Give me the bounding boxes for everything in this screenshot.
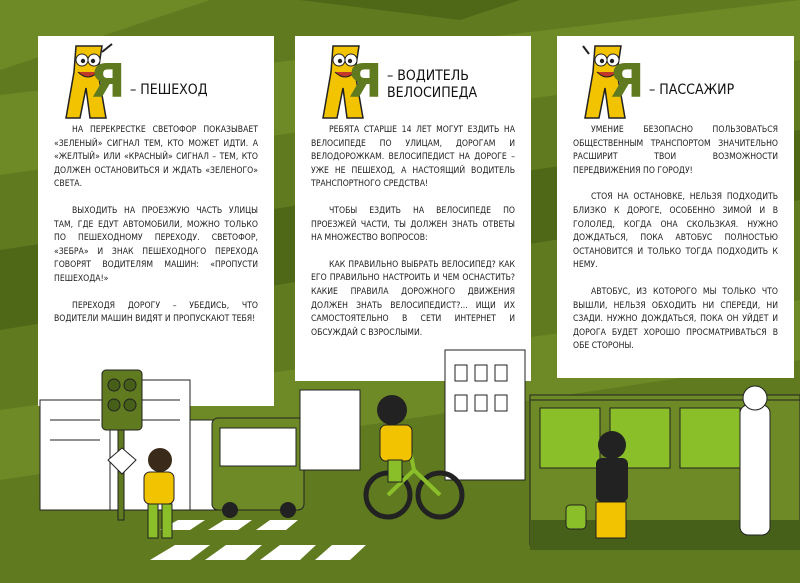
panel-header xyxy=(54,36,258,124)
panel-text xyxy=(573,124,778,354)
panel-passenger xyxy=(557,36,794,378)
panel-header xyxy=(573,36,778,124)
panel-title: – ПЕШЕХОД xyxy=(130,82,208,98)
panel-cyclist xyxy=(295,36,531,381)
paragraph: РЕБЯТА СТАРШЕ 14 ЛЕТ МОГУТ ЕЗДИТЬ НА ВЕЛОСИПЕДЕ ПО УЛИЦАМ, ДОРОГАМ И ВЕЛОДОРОЖКАМ. ВЕЛОСИПЕДИСТ НА ДОРОГЕ – УЖЕ НЕ ПЕШЕХОД, А НАСТОЯЩИЙ ВОДИТЕЛЬ ТРАНСПОРТНОГО СРЕДСТВА! xyxy=(311,125,515,190)
paragraph: НА ПЕРЕКРЕСТКЕ СВЕТОФОР ПОКАЗЫВАЕТ «ЗЕЛЕНЫЙ» СИГНАЛ ТЕМ, КТО МОЖЕТ ИДТИ. А «ЖЕЛТЫЙ» ИЛИ «КРАСНЫЙ» СИГНАЛ – ТЕМ, КТО ДОЛЖЕН ОСТАНОВИТЬСЯ И ЖДАТЬ «ЗЕЛЕНОГО» СВЕТА. xyxy=(54,125,258,190)
paragraph: ЧТОБЫ ЕЗДИТЬ НА ВЕЛОСИПЕДЕ ПО ПРОЕЗЖЕЙ ЧАСТИ, ТЫ ДОЛЖЕН ЗНАТЬ ОТВЕТЫ НА МНОЖЕСТВО ВОПРОСОВ: xyxy=(311,205,515,244)
paragraph: ВЫХОДИТЬ НА ПРОЕЗЖУЮ ЧАСТЬ УЛИЦЫ ТАМ, ГДЕ ЕДУТ АВТОМОБИЛИ, МОЖНО ТОЛЬКО ПО ПЕШЕХОДНОМУ ПЕРЕХОДУ. СВЕТОФОР, «ЗЕБРА» И ЗНАК ПЕШЕХОДНОГО ПЕРЕХОДА ГОВОРЯТ ВОДИТЕЛЯМ МАШИН: «ПРОПУСТИ ПЕШЕХОДА!» xyxy=(54,205,258,284)
panel-text xyxy=(311,124,515,340)
panel-text xyxy=(54,124,258,327)
panel-title: – ВОДИТЕЛЬ ВЕЛОСИПЕДА xyxy=(387,68,478,101)
letter-ya: Я xyxy=(347,54,383,108)
panel-title: – ПАССАЖИР xyxy=(649,82,735,98)
panel-pedestrian xyxy=(38,36,274,406)
panel-header xyxy=(311,36,515,124)
letter-ya: Я xyxy=(90,54,126,108)
paragraph: СТОЯ НА ОСТАНОВКЕ, НЕЛЬЗЯ ПОДХОДИТЬ БЛИЗКО К ДОРОГЕ, ОСОБЕННО ЗИМОЙ И В ГОЛОЛЕД, КОГДА ОНА СКОЛЬЗКАЯ. НУЖНО ДОЖДАТЬСЯ, ПОКА АВТОБУС ПОЛНОСТЬЮ ОСТАНОВИТСЯ И ТОЛЬКО ТОГДА ПОДХОДИТЬ К НЕМУ. xyxy=(573,192,778,271)
paragraph: АВТОБУС, ИЗ КОТОРОГО МЫ ТОЛЬКО ЧТО ВЫШЛИ, НЕЛЬЗЯ ОБХОДИТЬ НИ СПЕРЕДИ, НИ СЗАДИ. НУЖНО ДОЖДАТЬСЯ, ПОКА ОН УЙДЕТ И ДОРОГА БУДЕТ ХОРОШО ПРОСМАТРИВАТЬСЯ В ОБЕ СТОРОНЫ. xyxy=(573,286,778,352)
paragraph: ПЕРЕХОДЯ ДОРОГУ – УБЕДИСЬ, ЧТО ВОДИТЕЛИ МАШИН ВИДЯТ И ПРОПУСКАЮТ ТЕБЯ! xyxy=(54,300,258,325)
paragraph: УМЕНИЕ БЕЗОПАСНО ПОЛЬЗОВАТЬСЯ ОБЩЕСТВЕННЫМ ТРАНСПОРТОМ ЗНАЧИТЕЛЬНО РАСШИРИТ ТВОИ ВОЗМОЖНОСТИ ПЕРЕДВИЖЕНИЯ ПО ГОРОДУ! xyxy=(573,125,778,176)
letter-ya: Я xyxy=(609,54,645,108)
paragraph: КАК ПРАВИЛЬНО ВЫБРАТЬ ВЕЛОСИПЕД? КАК ЕГО ПРАВИЛЬНО НАСТРОИТЬ И ЧЕМ ОСНАСТИТЬ? КАКИЕ ПРАВИЛА ДОРОЖНОГО ДВИЖЕНИЯ ДОЛЖЕН ЗНАТЬ ВЕЛОСИПЕДИСТ?... ИЩИ ИХ САМОСТОЯТЕЛЬНО В СЕТИ ИНТЕРНЕТ И ОБСУЖДАЙ С ВЗРОСЛЫМИ. xyxy=(311,259,515,338)
